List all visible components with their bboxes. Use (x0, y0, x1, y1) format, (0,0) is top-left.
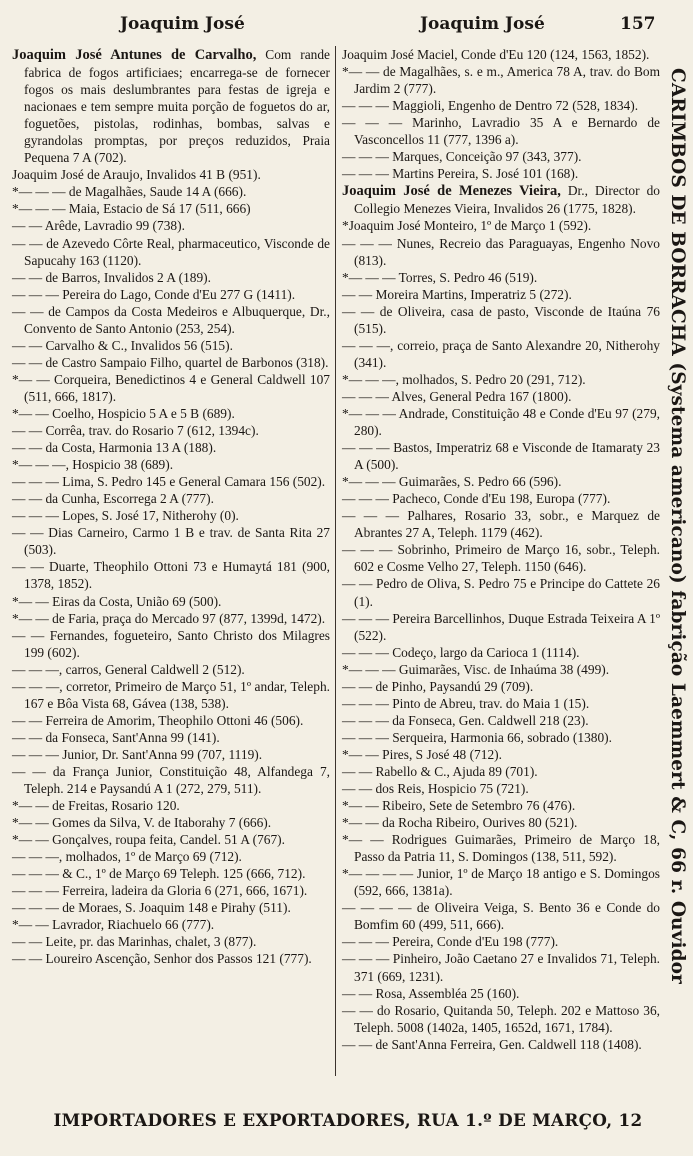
entry-text: *— — — Guimarães, Visc. de Inhaúma 38 (499). (342, 661, 610, 677)
directory-entry (342, 286, 660, 303)
entry-text: — — da Fonseca, Sant'Anna 99 (141). (12, 729, 220, 745)
directory-entry (342, 269, 660, 286)
directory-entry (12, 286, 330, 303)
directory-entry (342, 114, 660, 148)
directory-entry (12, 354, 330, 371)
directory-entry (12, 303, 330, 337)
entry-text: — — — Pereira Barcellinhos, Duque Estrada Teixeira A 1º (522). (342, 610, 660, 643)
directory-entry (342, 439, 660, 473)
entry-text: — — de Campos da Costa Medeiros e Albuquerque, Dr., Convento de Santo Antonio (253, 254). (12, 303, 330, 336)
entry-text: *— — — Torres, S. Pedro 46 (519). (342, 269, 538, 285)
directory-entry (342, 575, 660, 609)
entry-text: — — — Marinho, Lavradio 35 A e Bernardo de Vasconcellos 11 (777, 1396 a). (342, 115, 660, 148)
entry-text: — — — da Fonseca, Gen. Caldwell 218 (23). (342, 712, 589, 728)
entry-text: — — da Costa, Harmonia 13 A (188). (12, 440, 217, 456)
directory-entry (12, 422, 330, 439)
directory-entry (12, 678, 330, 712)
directory-entry (12, 371, 330, 405)
directory-entry (342, 610, 660, 644)
directory-entry (342, 507, 660, 541)
directory-entry (342, 763, 660, 780)
entry-text: — — Moreira Martins, Imperatriz 5 (272). (342, 286, 572, 302)
directory-entry (342, 814, 660, 831)
entry-text: *— — Pires, S José 48 (712). (342, 746, 502, 762)
entry-text: — — — Palhares, Rosario 33, sobr., e Marquez de Abrantes 27 A, Teleph. 1179 (462). (342, 508, 660, 541)
entry-text: — — de Sant'Anna Ferreira, Gen. Caldwell 118 (1408). (342, 1036, 642, 1052)
entry-text: — — da Cunha, Escorrega 2 A (777). (12, 491, 214, 507)
directory-entry (12, 200, 330, 217)
entry-text: — — Rosa, Assembléa 25 (160). (342, 985, 520, 1001)
entry-text: — — Rabello & C., Ajuda 89 (701). (342, 763, 538, 779)
entry-text: — — — Martins Pereira, S. José 101 (168). (342, 166, 579, 182)
directory-entry (342, 644, 660, 661)
entry-text: *— — —, Hospicio 38 (689). (12, 457, 174, 473)
entry-text: — — Fernandes, fogueteiro, Santo Christo dos Milagres 199 (602). (12, 627, 330, 660)
entry-text: — — — Sobrinho, Primeiro de Março 16, sobr., Teleph. 602 e Cosme Velho 27, Teleph. 1150 (646). (342, 542, 660, 575)
entry-text: — — — Codeço, largo da Carioca 1 (1114). (342, 644, 580, 660)
directory-entry (342, 985, 660, 1002)
entry-text: — — do Rosario, Quitanda 50, Teleph. 202 e Mattoso 36, Teleph. 5008 (1402a, 1405, 1652d, 1671, 1784). (342, 1002, 660, 1035)
directory-entry (342, 678, 660, 695)
directory-entry (342, 405, 660, 439)
directory-entry (12, 661, 330, 678)
entry-text: — — —, corretor, Primeiro de Março 51, 1º andar, Teleph. 167 e Bôa Vista 68, Gávea (138, 538). (12, 678, 330, 711)
entry-text: *— — Corqueira, Benedictinos 4 e General Caldwell 107 (511, 666, 1817). (12, 371, 330, 404)
entry-text: — — — Pacheco, Conde d'Eu 198, Europa (777). (342, 491, 611, 507)
entry-name: Joaquim José de Menezes Vieira, (342, 183, 561, 200)
directory-entry (12, 405, 330, 422)
entry-text: Dr., Director do Collegio Menezes Vieira, Invalidos 26 (1775, 1828). (354, 183, 660, 217)
directory-entry (12, 269, 330, 286)
entry-text: — — de Oliveira, casa de pasto, Visconde de Itaúna 76 (515). (342, 303, 660, 336)
directory-entry (12, 712, 330, 729)
directory-entry (342, 661, 660, 678)
entry-text: — — Dias Carneiro, Carmo 1 B e trav. de Santa Rita 27 (503). (12, 525, 330, 558)
directory-entry (12, 217, 330, 234)
directory-entry (12, 558, 330, 592)
entry-text: — — — — de Oliveira Veiga, S. Bento 36 e Conde do Bomfim 60 (499, 511, 666). (342, 900, 660, 933)
entry-text: — — — de Moraes, S. Joaquim 148 e Pirahy (511). (12, 900, 291, 916)
entry-text: *— — Gomes da Silva, V. de Itaborahy 7 (666). (12, 815, 272, 831)
entry-text: *— — — — Junior, 1º de Março 18 antigo e S. Domingos (592, 666, 1381a). (342, 866, 660, 899)
entry-text: Com rande fabrica de fogos artificiaes; encarrega-se de fornecer fogos os mais deslumbrantes para festas de igreja e nacionaes e tem sempre muita porção de foguetos do ar, foguetões, pistolas, rodinhas, bombas, salvas e gyrandolas promptas, por preços reduzidos, Praia Pequena 7 A (702). (24, 47, 330, 166)
directory-entry (342, 712, 660, 729)
entry-text: — — — Serqueira, Harmonia 66, sobrado (1380). (342, 729, 612, 745)
directory-entry (12, 797, 330, 814)
directory-entry (342, 165, 660, 182)
directory-entry (342, 148, 660, 165)
entry-text: *— — Ribeiro, Sete de Setembro 76 (476). (342, 798, 576, 814)
directory-entry (12, 456, 330, 473)
directory-entry (12, 882, 330, 899)
entry-text: — — —, carros, General Caldwell 2 (512). (12, 661, 245, 677)
entry-text: *— — Coelho, Hospicio 5 A e 5 B (689). (12, 405, 235, 421)
entry-text: *— — de Magalhães, s. e m., America 78 A, trav. do Bom Jardim 2 (777). (342, 64, 660, 97)
directory-entry (12, 473, 330, 490)
entry-text: — — Arêde, Lavradio 99 (738). (12, 218, 185, 234)
directory-entry (342, 780, 660, 797)
entry-text: — — — Maggioli, Engenho de Dentro 72 (528, 1834). (342, 98, 639, 114)
directory-entry (342, 97, 660, 114)
entry-text: *— — Rodrigues Guimarães, Primeiro de Março 18, Passo da Patria 11, S. Domingos (138, 511, 592). (342, 832, 660, 865)
entry-text: — — Pedro de Oliva, S. Pedro 75 e Principe do Cattete 26 (1). (342, 576, 660, 609)
directory-entry (342, 303, 660, 337)
entry-text: — — da França Junior, Constituição 48, Alfandega 7, Teleph. 214 e Paysandú A 1 (272, 279, 511). (12, 763, 330, 797)
entry-text: *— — Lavrador, Riachuelo 66 (777). (12, 917, 215, 933)
directory-entry (342, 217, 660, 234)
entry-text: *— — — Guimarães, S. Pedro 66 (596). (342, 474, 562, 490)
directory-entry (12, 950, 330, 967)
entry-text: — — de Azevedo Côrte Real, pharmaceutico, Visconde de Sapucahy 163 (1120). (12, 235, 330, 268)
directory-entry (342, 729, 660, 746)
directory-entry (12, 507, 330, 524)
directory-entry (342, 831, 660, 865)
entry-text: — — — Lopes, S. José 17, Nitherohy (0). (12, 508, 239, 524)
directory-entry (342, 797, 660, 814)
entry-text: *— — Gonçalves, roupa feita, Candel. 51 A (767). (12, 832, 285, 848)
directory-entry (342, 182, 660, 217)
entry-text: *— — — de Magalhães, Saude 14 A (666). (12, 184, 247, 200)
entry-text: *— — —, molhados, S. Pedro 20 (291, 712). (342, 371, 586, 387)
directory-entry (342, 46, 660, 63)
entry-text: — — — Lima, S. Pedro 145 e General Camara 156 (502). (12, 474, 326, 490)
entry-text: — — — Pereira, Conde d'Eu 198 (777). (342, 934, 559, 950)
entry-text: *— — da Rocha Ribeiro, Ourives 80 (521). (342, 815, 578, 831)
directory-entry (12, 933, 330, 950)
entry-text: — — — Junior, Dr. Sant'Anna 99 (707, 1119). (12, 746, 263, 762)
entry-text: — — — Pereira do Lago, Conde d'Eu 277 G (1411). (12, 286, 296, 302)
directory-entry (342, 746, 660, 763)
directory-entry (342, 950, 660, 984)
entry-text: — — —, correio, praça de Santo Alexandre 20, Nitherohy (341). (342, 337, 660, 370)
directory-entry (12, 46, 330, 166)
entry-text: — — —, molhados, 1º de Março 69 (712). (12, 849, 242, 865)
entry-text: *— — — Andrade, Constituição 48 e Conde d'Eu 97 (279, 280). (342, 405, 660, 439)
directory-entry (342, 388, 660, 405)
entry-text: — — — Pinto de Abreu, trav. do Maia 1 (15). (342, 695, 590, 711)
entry-text: — — Ferreira de Amorim, Theophilo Ottoni 46 (506). (12, 712, 304, 728)
directory-entry (342, 473, 660, 490)
directory-entry (342, 541, 660, 575)
entry-text: Joaquim José de Araujo, Invalidos 41 B (951). (12, 167, 261, 183)
directory-entry (342, 899, 660, 933)
directory-entry (12, 490, 330, 507)
directory-entry (12, 831, 330, 848)
directory-entry (12, 235, 330, 269)
directory-entry (12, 916, 330, 933)
directory-entry (12, 763, 330, 797)
column-divider (335, 46, 336, 1076)
directory-entry (12, 524, 330, 558)
directory-entry (342, 235, 660, 269)
entry-text: — — de Barros, Invalidos 2 A (189). (12, 269, 211, 285)
entry-text: — — Duarte, Theophilo Ottoni 73 e Humaytá 181 (900, 1378, 1852). (12, 559, 330, 592)
directory-entry (12, 337, 330, 354)
directory-entry (342, 1036, 660, 1053)
directory-entry (12, 593, 330, 610)
directory-entry (342, 933, 660, 950)
directory-entry (12, 848, 330, 865)
entry-text: — — Carvalho & C., Invalidos 56 (515). (12, 337, 233, 353)
directory-entry (12, 610, 330, 627)
entry-text: *— — de Faria, praça do Mercado 97 (877, 1399d, 1472). (12, 610, 326, 626)
entry-text: — — — Nunes, Recreio das Paraguayas, Engenho Novo (813). (342, 235, 660, 268)
entry-text: Joaquim José Maciel, Conde d'Eu 120 (124, 1563, 1852). (342, 47, 650, 62)
right-column (342, 46, 660, 1053)
directory-entry (12, 746, 330, 763)
directory-entry (12, 814, 330, 831)
running-head-left: Joaquim José (120, 14, 245, 34)
directory-entry (12, 166, 330, 183)
entry-text: *— — — Maia, Estacio de Sá 17 (511, 666) (12, 201, 251, 217)
running-head-right: Joaquim José (420, 14, 545, 34)
entry-text: — — Loureiro Ascenção, Senhor dos Passos 121 (777). (12, 951, 312, 967)
entry-text: — — Corrêa, trav. do Rosario 7 (612, 1394c). (12, 423, 259, 439)
directory-entry (12, 899, 330, 916)
left-column (12, 46, 330, 968)
directory-entry (342, 490, 660, 507)
directory-entry (342, 371, 660, 388)
entry-text: — — — & C., 1º de Março 69 Teleph. 125 (666, 712). (12, 866, 306, 882)
directory-entry (12, 183, 330, 200)
entry-text: — — de Castro Sampaio Filho, quartel de Barbonos (318). (12, 354, 329, 370)
directory-entry (342, 865, 660, 899)
entry-text: — — — Pinheiro, João Caetano 27 e Invalidos 71, Teleph. 371 (669, 1231). (342, 951, 660, 984)
directory-entry (342, 695, 660, 712)
entry-text: — — dos Reis, Hospicio 75 (721). (342, 781, 529, 797)
footer-advertisement: IMPORTADORES E EXPORTADORES, RUA 1.º DE MARÇO, 12 (53, 1110, 643, 1130)
entry-text: — — — Alves, General Pedra 167 (1800). (342, 388, 572, 404)
directory-entry (12, 439, 330, 456)
entry-text: *— — de Freitas, Rosario 120. (12, 798, 180, 814)
entry-text: — — Leite, pr. das Marinhas, chalet, 3 (877). (12, 934, 257, 950)
directory-entry (342, 63, 660, 97)
entry-text: — — — Ferreira, ladeira da Gloria 6 (271, 666, 1671). (12, 883, 308, 899)
page-number: 157 (620, 14, 656, 34)
directory-entry (12, 865, 330, 882)
entry-name: Joaquim José Antunes de Carvalho, (12, 47, 257, 63)
entry-text: *— — Eiras da Costa, União 69 (500). (12, 593, 222, 609)
vertical-advertisement: CARIMBOS DE BORRACHA (Systema americano) fabrição Laemmert & C, 66 r. Ouvidor (667, 68, 688, 984)
directory-entry (342, 337, 660, 371)
directory-entry (12, 729, 330, 746)
directory-entry (342, 1002, 660, 1036)
directory-entry (12, 627, 330, 661)
entry-text: — — — Marques, Conceição 97 (343, 377). (342, 149, 582, 165)
entry-text: — — — Bastos, Imperatriz 68 e Visconde de Itamaraty 23 A (500). (342, 440, 660, 473)
entry-text: — — de Pinho, Paysandú 29 (709). (342, 678, 534, 694)
entry-text: *Joaquim José Monteiro, 1º de Março 1 (592). (342, 218, 592, 234)
